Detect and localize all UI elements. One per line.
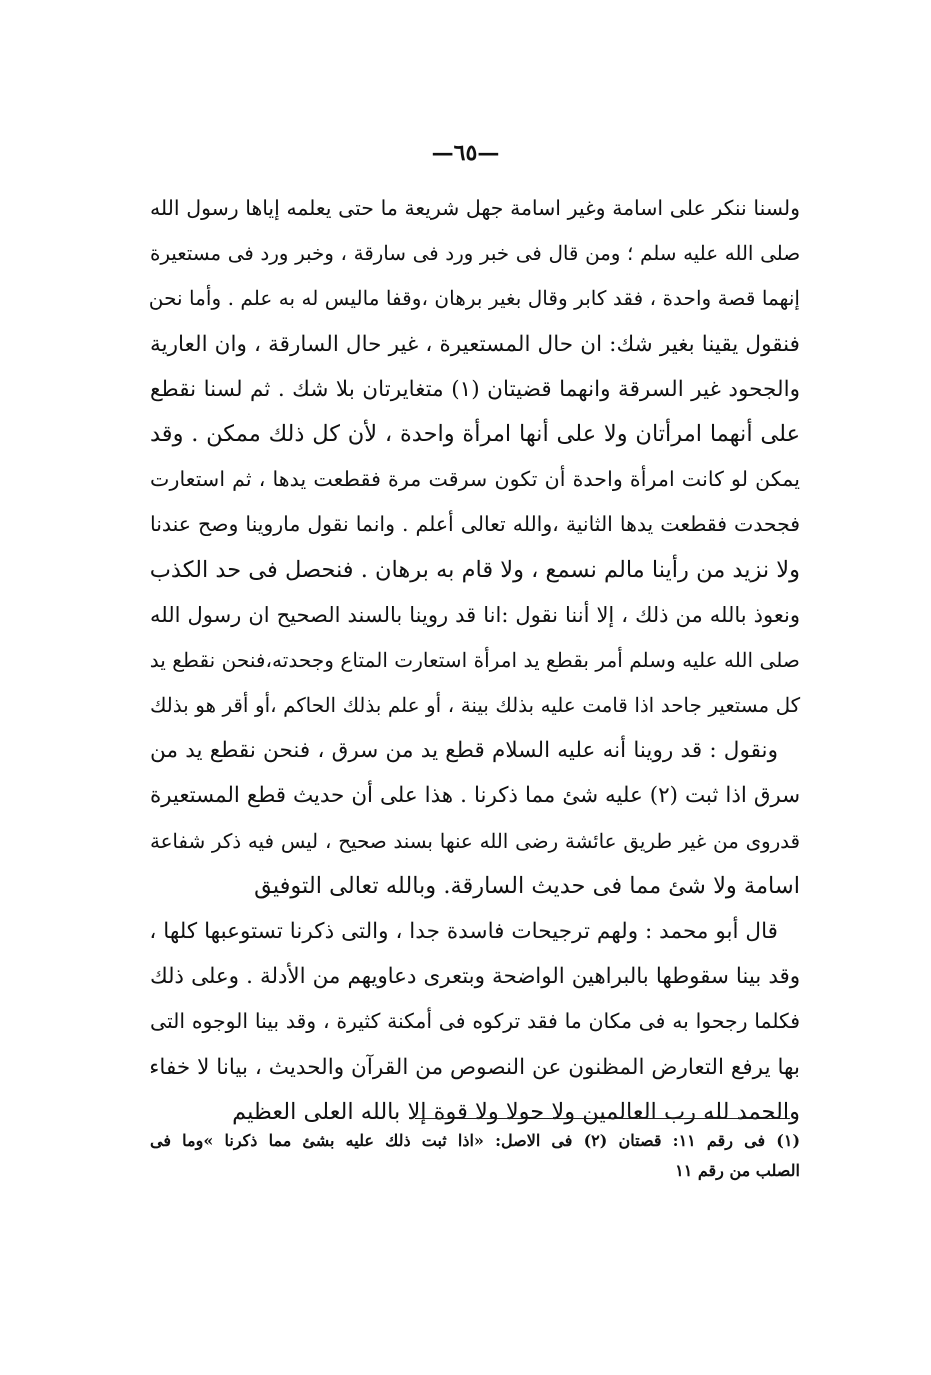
page-number: —٦٥— <box>431 140 500 166</box>
footnote-divider <box>415 1118 790 1119</box>
text-line: وقد بينا سقوطها بالبراهين الواضحة وبتعرى دعاويهم من الأدلة . وعلى ذلك <box>150 964 800 990</box>
text-line: صلى الله عليه سلم ؛ ومن قال فى خبر ورد فى سارقة ، وخبر ورد فى مستعيرة <box>150 242 800 266</box>
text-line: على أنهما امرأتان ولا على أنها امرأة واحدة ، لأن كل ذلك ممكن . وقد <box>150 420 800 447</box>
text-line: سرق اذا ثبت (٢) عليه شئ مما ذكرنا . هذا على أن حديث قطع المستعيرة <box>150 783 800 809</box>
footnotes <box>150 1126 800 1186</box>
text-line: فنقول يقينا بغير شك: ان حال المستعيرة ، غير حال السارقة ، وان العارية <box>150 331 800 357</box>
text-line: ونقول : قد روينا أنه عليه السلام قطع يد من سرق ، فنحن نقطع يد من <box>150 738 778 764</box>
text-line: والجحود غير السرقة وانهما قضيتان (١) متغايرتان بلا شك . ثم لسنا نقطع <box>150 376 800 402</box>
text-line: إنهما قصة واحدة ، فقد كابر وقال بغير برهان ،وقفا ماليس له به علم . وأما نحن <box>148 286 800 311</box>
text-line: ولا نزيد من رأينا مالم نسمع ، ولا قام به برهان . فنحصل فى حد الكذب <box>149 556 800 583</box>
text-line: فجحدت فقطعت يدها الثانية ،والله تعالى أعلم . وانما نقول ماروينا وصح عندنا <box>150 512 800 537</box>
text-line: يمكن لو كانت امرأة واحدة أن تكون سرقت مرة فقطعت يدها ، ثم استعارت <box>150 467 800 492</box>
text-line: كل مستعير جاحد اذا قامت عليه بذلك بينة ، أو علم بذلك الحاكم ،أو أقر هو بذلك <box>150 694 800 718</box>
text-line: قال أبو محمد : ولهم ترجيحات فاسدة جدا ، والتى ذكرنا تستوعبها كلها ، <box>149 919 778 944</box>
text-line: والحمد لله رب العالمين ولا حولا ولا قوة إلا بالله العلى العظيم <box>232 1098 800 1125</box>
text-line: فكلما رجحوا به فى مكان ما فقد تركوه فى أمكنة كثيرة ، وقد بينا الوجوه التى <box>150 1009 800 1034</box>
text-line: اسامة ولا شئ مما فى حديث السارقة. وبالله تعالى التوفيق <box>254 872 800 899</box>
text-line: صلى الله عليه وسلم أمر بقطع يد امرأة استعارت المتاع وجحدته،فنحن نقطع يد <box>149 647 800 672</box>
text-line: بها يرفع التعارض المظنون عن النصوص من القرآن والحديث ، بيانا لا خفاء <box>149 1054 800 1080</box>
text-line: قدروى من غير طريق عائشة رضى الله عنها بسند صحيح ، ليس فيه ذكر شفاعة <box>150 829 800 853</box>
footnote-line: (١) فى رقم ١١: قصتان (٢) فى الاصل: «اذا ثبت ذلك عليه بشئ مما ذكرنا »وما فى <box>150 1131 801 1150</box>
footnote-line: الصلب من رقم ١١ <box>675 1161 800 1180</box>
text-line: ولسنا ننكر على اسامة وغير اسامة جهل شريعة ما حتى يعلمه إياها رسول الله <box>150 196 800 220</box>
body-text <box>150 186 800 1135</box>
text-line: ونعوذ بالله من ذلك ، إلا أننا نقول :انا قد روينا بالسند الصحيح ان رسول الله <box>150 602 800 627</box>
